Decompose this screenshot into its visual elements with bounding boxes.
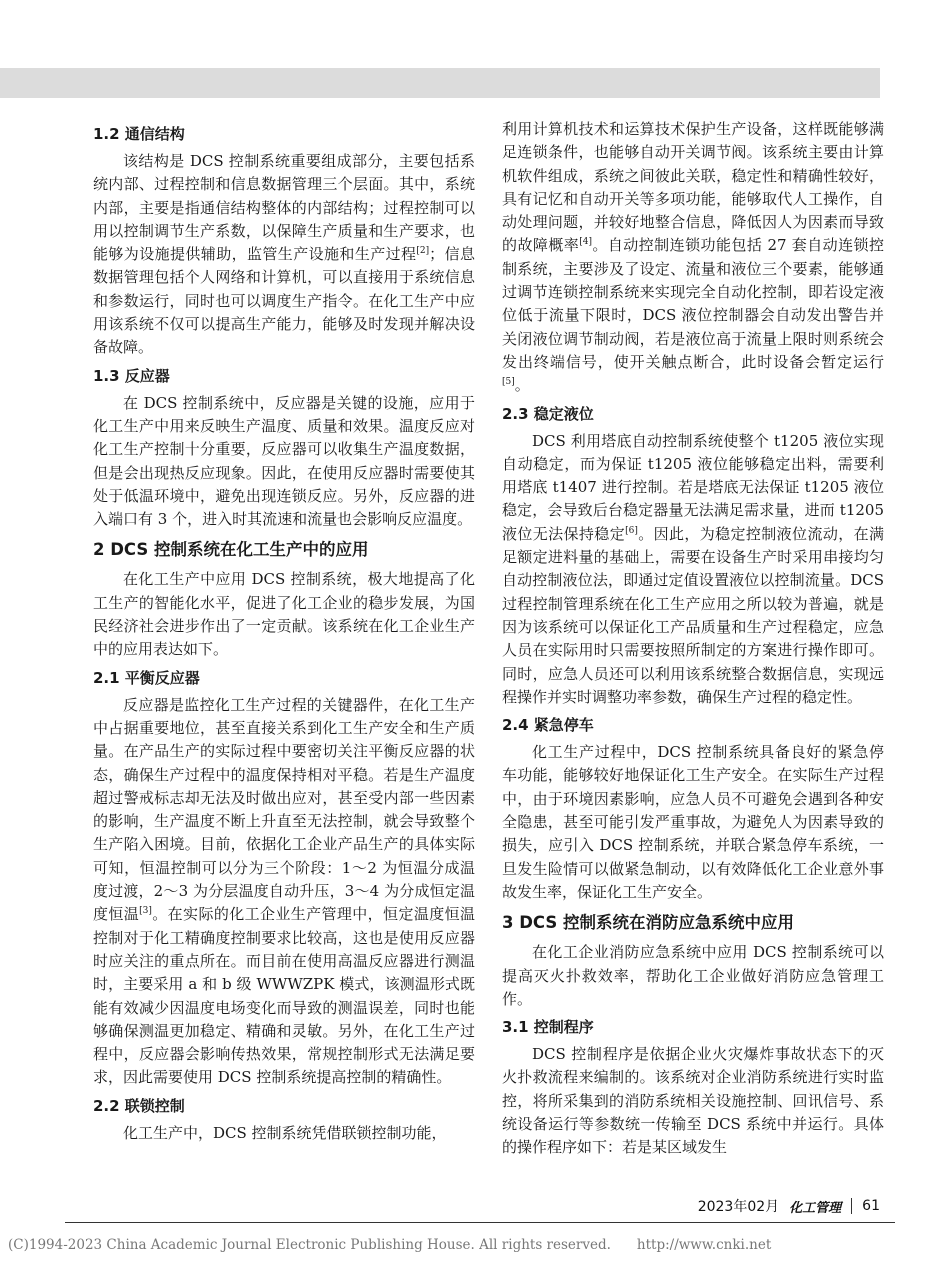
- left-column: [93, 118, 475, 1145]
- section-heading-1-3: 1.3 反应器: [93, 366, 170, 385]
- section-heading-3-1: 3.1 控制程序: [502, 1018, 594, 1037]
- citation-ref[interactable]: [6]: [625, 525, 638, 536]
- copyright-line: [8, 1237, 797, 1253]
- paragraph: DCS 利用塔底自动控制系统使整个 t1205 液位实现自动稳定，而为保证 t1205 液位能够稳定出料，需要利用塔底 t1407 进行控制。若是塔底无法保证 t1205 液位稳定，会导致后台稳定器量无法满足需求量，进而 t1205 液位无法保持稳定[6]。因此，为稳定控制液位流动，在满足额定进料量的基础上，需要在设备生产时采用串接均匀自动控制液位法，即通过定值设置液位以控制流量。DCS 过程控制管理系统在化工生产应用之所以较为普遍，就是因为该系统可以保证化工产品质量和生产过程稳定，应急人员在实际用时只需要按照所制定的方案进行操作即可。同时，应急人员还可以利用该系统整合数据信息，实现远程操作并实时调整功率参数，确保生产过程的稳定性。: [502, 431, 884, 706]
- section-heading-3: 3 DCS 控制系统在消防应急系统中应用: [502, 913, 794, 933]
- journal-logo: 化工管理: [789, 1200, 842, 1216]
- paragraph: 反应器是监控化工生产过程的关键器件，在化工生产中占据重要地位，甚至直接关系到化工生产安全和生产质量。在产品生产的实际过程中要密切关注平衡反应器的状态，确保生产过程中的温度保持相对平稳。若是生产温度超过警戒标志却无法及时做出应对，甚至受内部一些因素的影响，生产温度不断上升直至无法控制，就会导致整个生产陷入困境。目前，依据化工企业产品生产的具体实际可知，恒温控制可以分为三个阶段：1～2 为恒温分成温度过渡，2～3 为分层温度自动升压，3～4 为分成恒定温度恒温[3]。在实际的化工企业生产管理中，恒定温度恒温控制对于化工精确度控制要求比较高，这也是使用反应器时应关注的重点所在。而目前在使用高温反应器进行测温时，主要采用 a 和 b 级 WWWZPK 模式，该测温形式既能有效减少因温度电场变化而导致的测温误差，同时也能够确保测温更加稳定、精确和灵敏。另外，在化工生产过程中，反应器会影响传热效果，常规控制形式无法满足要求，因此需要使用 DCS 控制系统提高控制的精确性。: [93, 695, 475, 1087]
- citation-ref[interactable]: [5]: [502, 377, 515, 388]
- footer-divider: [851, 1198, 852, 1214]
- paragraph: DCS 控制程序是依据企业火灾爆炸事故状态下的灭火扑救流程来编制的。该系统对企业消防系统进行实时监控，将所采集到的消防系统相关设施控制、回讯信号、系统设备运行等参数统一传输至 DCS 系统中并运行。具体的操作程序如下：若是某区域发生: [502, 1045, 884, 1157]
- section-heading-2-3: 2.3 稳定液位: [502, 404, 594, 423]
- paragraph: 该结构是 DCS 控制系统重要组成部分，主要包括系统内部、过程控制和信息数据管理三个层面。其中，系统内部，主要是指通信结构整体的内部结构；过程控制可以用以控制调节生产系数，以保障生产质量和生产要求，也能够为设施提供辅助，监管生产设施和生产过程[2]；信息数据管理包括个人网络和计算机，可以直接用于系统信息和参数运行，同时也可以调度生产指令。在化工生产中应用该系统不仅可以提高生产能力，能够及时发现并解决设备故障。: [93, 152, 475, 357]
- right-column: [502, 118, 884, 1160]
- paragraph: 利用计算机技术和运算技术保护生产设备，这样既能够满足连锁条件，也能够自动开关调节阀。该系统主要由计算机软件组成，系统之间彼此关联，稳定性和精确性较好，具有记忆和自动开关等多项功能，能够取代人工操作，自动处理问题，并较好地整合信息，降低因人为因素而导致的故障概率[4]。自动控制连锁功能包括 27 套自动连锁控制系统，主要涉及了设定、流量和液位三个要素，能够通过调节连锁控制系统来实现完全自动化控制，即若设定液位低于流量下限时，DCS 液位控制器会自动发出警告并关闭液位调节制动阀，若是液位高于流量上限时则系统会发出终端信号，使开关触点断合，此时设备会暂定运行[5]。: [502, 120, 884, 395]
- section-heading-2-2: 2.2 联锁控制: [93, 1096, 185, 1115]
- page-footer: [698, 1196, 880, 1216]
- copyright-text: (C)1994-2023 China Academic Journal Electronic Publishing House. All rights reserved.: [8, 1237, 611, 1253]
- citation-ref[interactable]: [4]: [579, 237, 592, 248]
- cnki-link[interactable]: http://www.cnki.net: [636, 1237, 772, 1253]
- paragraph: 化工生产过程中，DCS 控制系统具备良好的紧急停车功能，能够较好地保证化工生产安全。在实际生产过程中，由于环境因素影响，应急人员不可避免会遇到各种安全隐患，甚至可能引发严重事故，为避免人为因素导致的损失，应引入 DCS 控制系统，并联合紧急停车系统，一旦发生险情可以做紧急制动，以有效降低化工企业意外事故发生率，保证化工生产安全。: [502, 743, 884, 901]
- issue-date: 2023年02月: [697, 1199, 780, 1215]
- section-heading-1-2: 1.2 通信结构: [93, 125, 185, 143]
- section-heading-2-1: 2.1 平衡反应器: [93, 668, 200, 687]
- paragraph: 在化工生产中应用 DCS 控制系统，极大地提高了化工生产的智能化水平，促进了化工企业的稳步发展，为国民经济社会进步作出了一定贡献。该系统在化工企业生产中的应用表达如下。: [93, 570, 475, 659]
- page-number: 61: [862, 1198, 880, 1214]
- footer-rule: [65, 1222, 895, 1223]
- paragraph: 在 DCS 控制系统中，反应器是关键的设施，应用于化工生产中用来反映生产温度、质量和效果。温度反应对化工生产控制十分重要，反应器可以收集生产温度数据，但是会出现热反应现象。因此，在使用反应器时需要使其处于低温环境中，避免出现连锁反应。另外，反应器的进入端口有 3 个，进入时其流速和流量也会影响反应温度。: [93, 393, 475, 529]
- header-band: [0, 68, 880, 98]
- section-heading-2-4: 2.4 紧急停车: [502, 716, 594, 735]
- paragraph: 化工生产中，DCS 控制系统凭借联锁控制功能，: [123, 1123, 447, 1142]
- citation-ref[interactable]: [2]: [416, 246, 430, 257]
- citation-ref[interactable]: [3]: [139, 906, 152, 917]
- paragraph: 在化工企业消防应急系统中应用 DCS 控制系统可以提高灭火扑救效率，帮助化工企业做好消防应急管理工作。: [502, 943, 884, 1008]
- section-heading-2: 2 DCS 控制系统在化工生产中的应用: [93, 540, 369, 560]
